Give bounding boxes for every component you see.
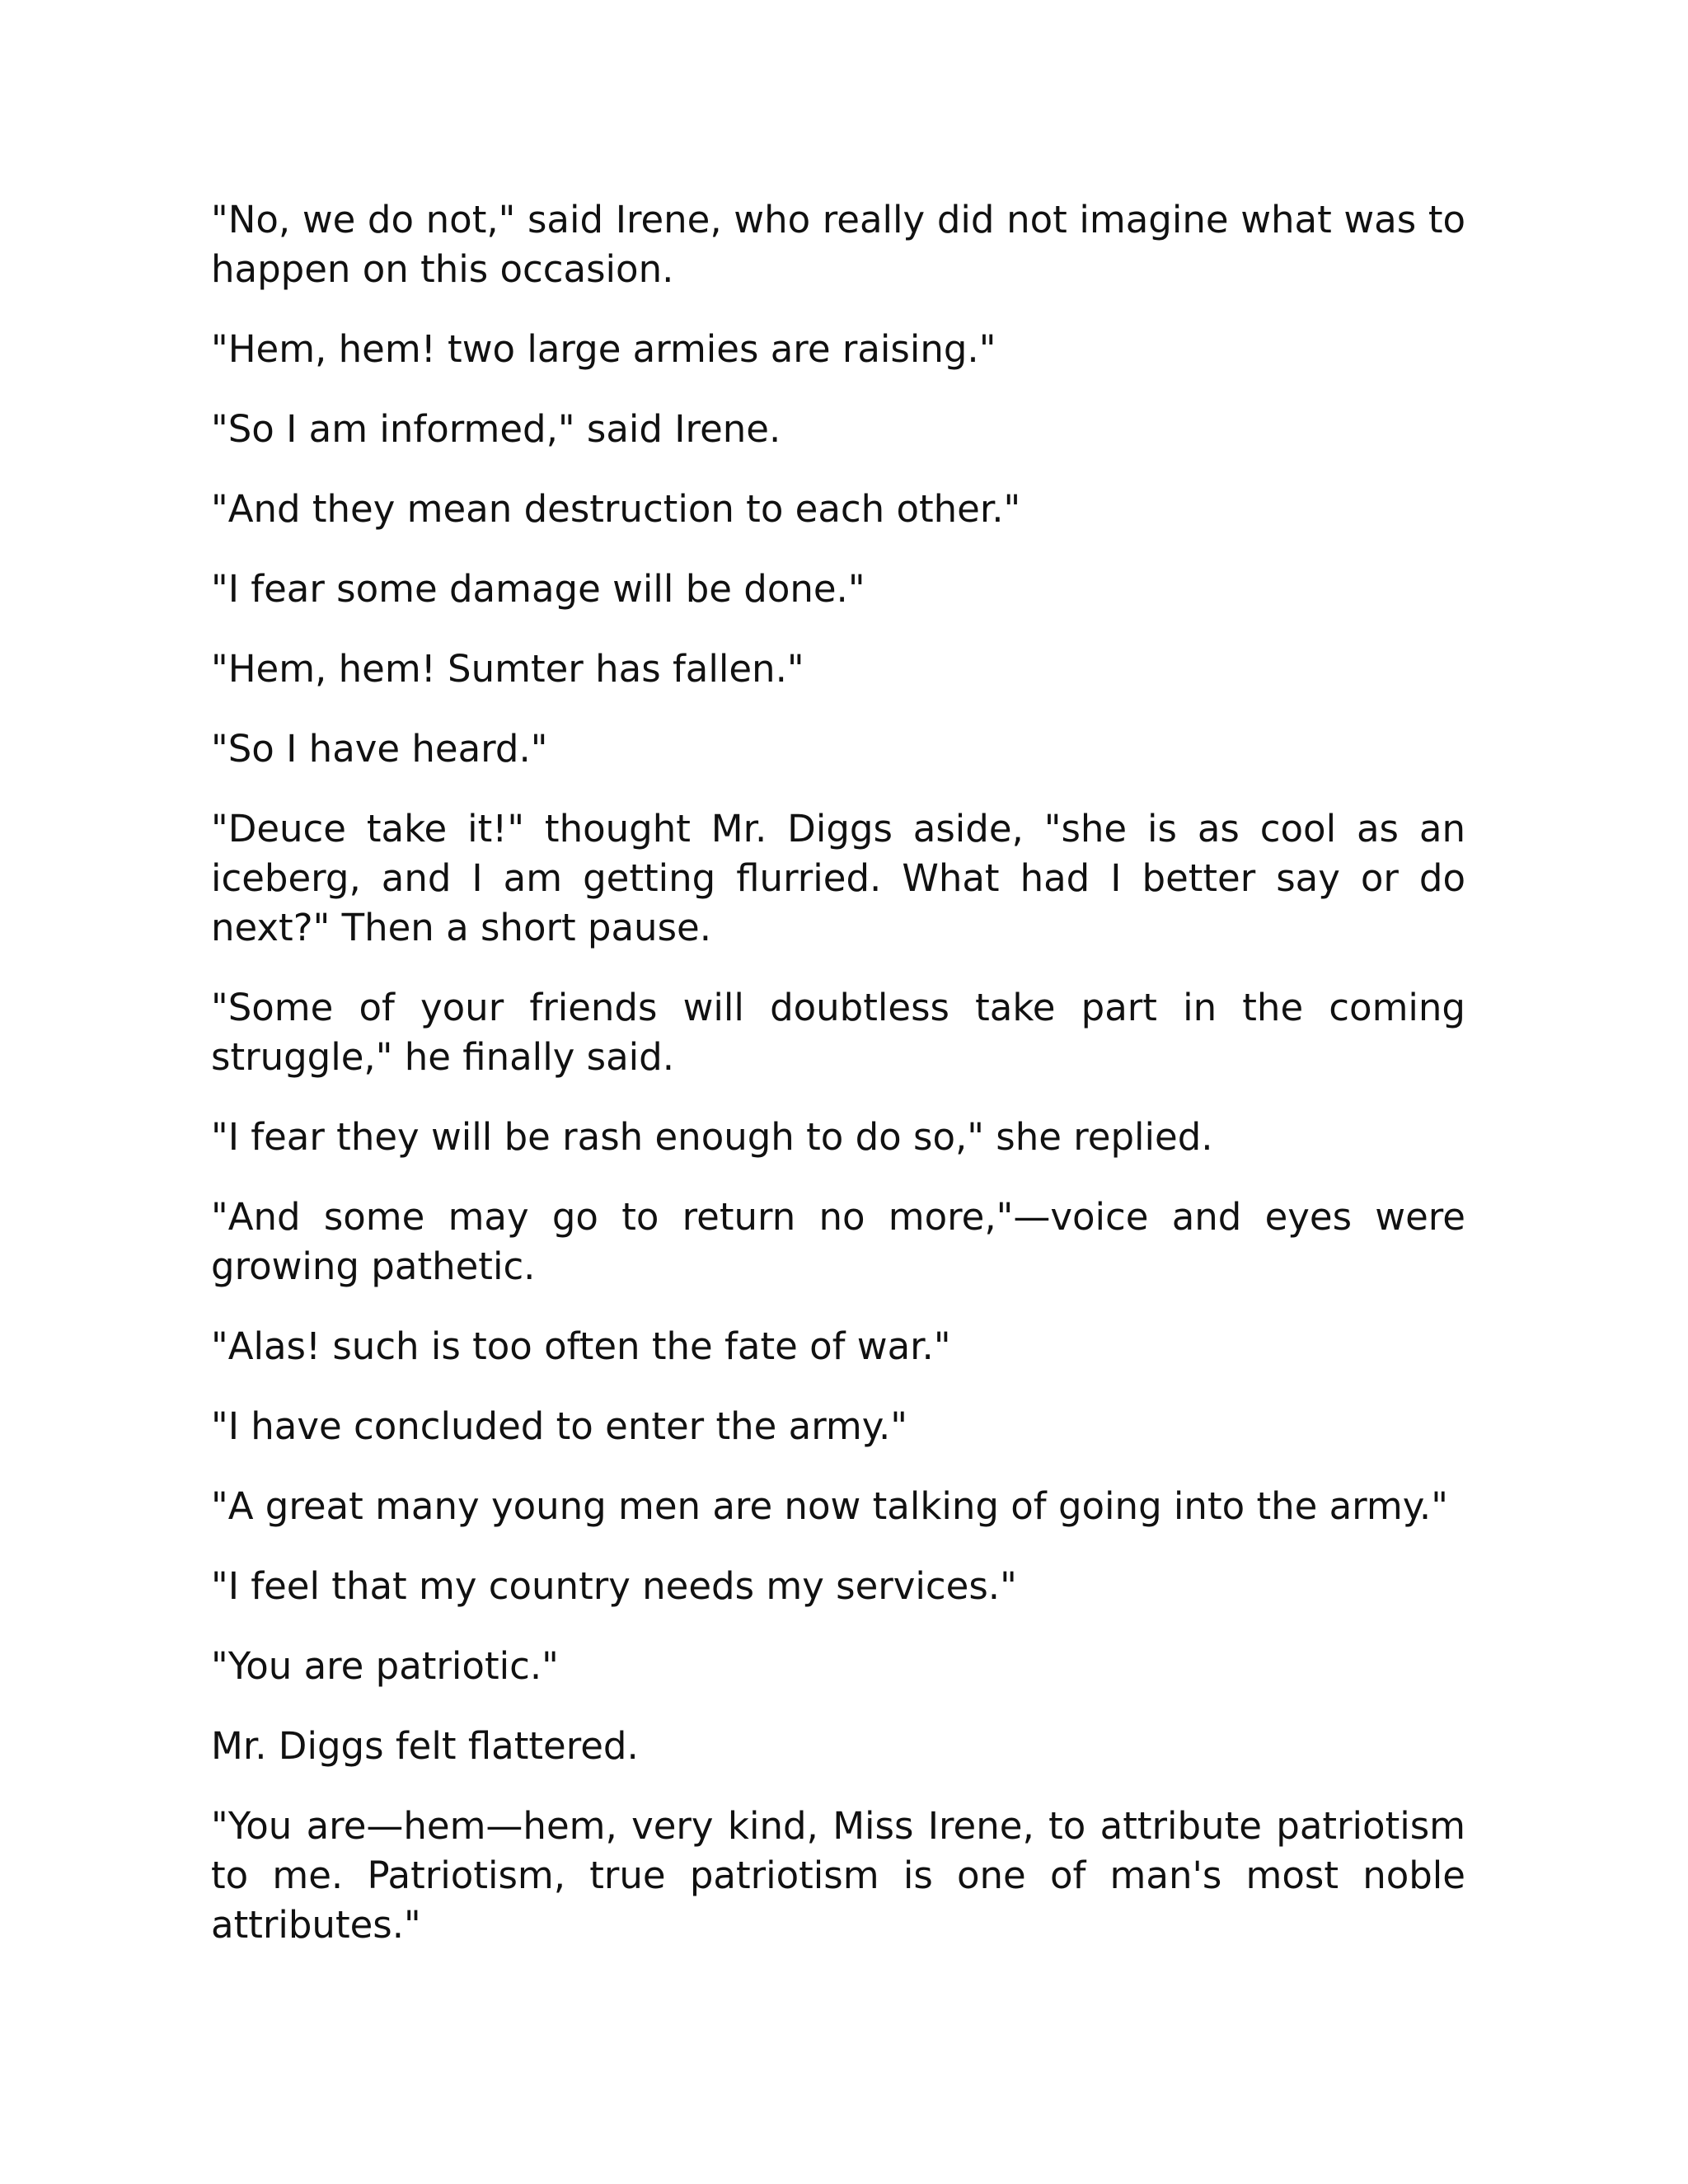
paragraph: "You are patriotic." [211, 1644, 559, 1688]
paragraph: "I fear they will be rash enough to do so," she replied. [211, 1115, 1213, 1159]
paragraph: "You are—hem—hem, very kind, Miss Irene, to attribute patriotism to me. Patriotism, true patriotism is one of man's most noble attributes." [211, 1804, 1465, 1947]
paragraph: "And some may go to return no more,"—voice and eyes were growing pathetic. [211, 1195, 1465, 1288]
paragraph: "So I am informed," said Irene. [211, 407, 781, 451]
paragraph: "I fear some damage will be done." [211, 567, 865, 611]
paragraph: "Hem, hem! Sumter has fallen." [211, 647, 804, 691]
paragraph: "And they mean destruction to each other." [211, 487, 1021, 531]
paragraph: "So I have heard." [211, 727, 548, 771]
paragraph: "I feel that my country needs my services." [211, 1564, 1017, 1608]
paragraph: "No, we do not," said Irene, who really did not imagine what was to happen on this occasion. [211, 198, 1465, 291]
paragraph: "Some of your friends will doubtless take part in the coming struggle," he finally said. [211, 986, 1465, 1079]
paragraph: "I have concluded to enter the army." [211, 1404, 907, 1448]
paragraph: "Alas! such is too often the fate of war." [211, 1324, 951, 1368]
paragraph: Mr. Diggs felt flattered. [211, 1724, 639, 1768]
paragraph: "Hem, hem! two large armies are raising." [211, 327, 996, 371]
document-page [211, 195, 1465, 1980]
paragraph: "A great many young men are now talking of going into the army." [211, 1484, 1448, 1528]
paragraph: "Deuce take it!" thought Mr. Diggs aside, "she is as cool as an iceberg, and I am getting flurried. What had I better say or do next?" Then a short pause. [211, 807, 1465, 949]
